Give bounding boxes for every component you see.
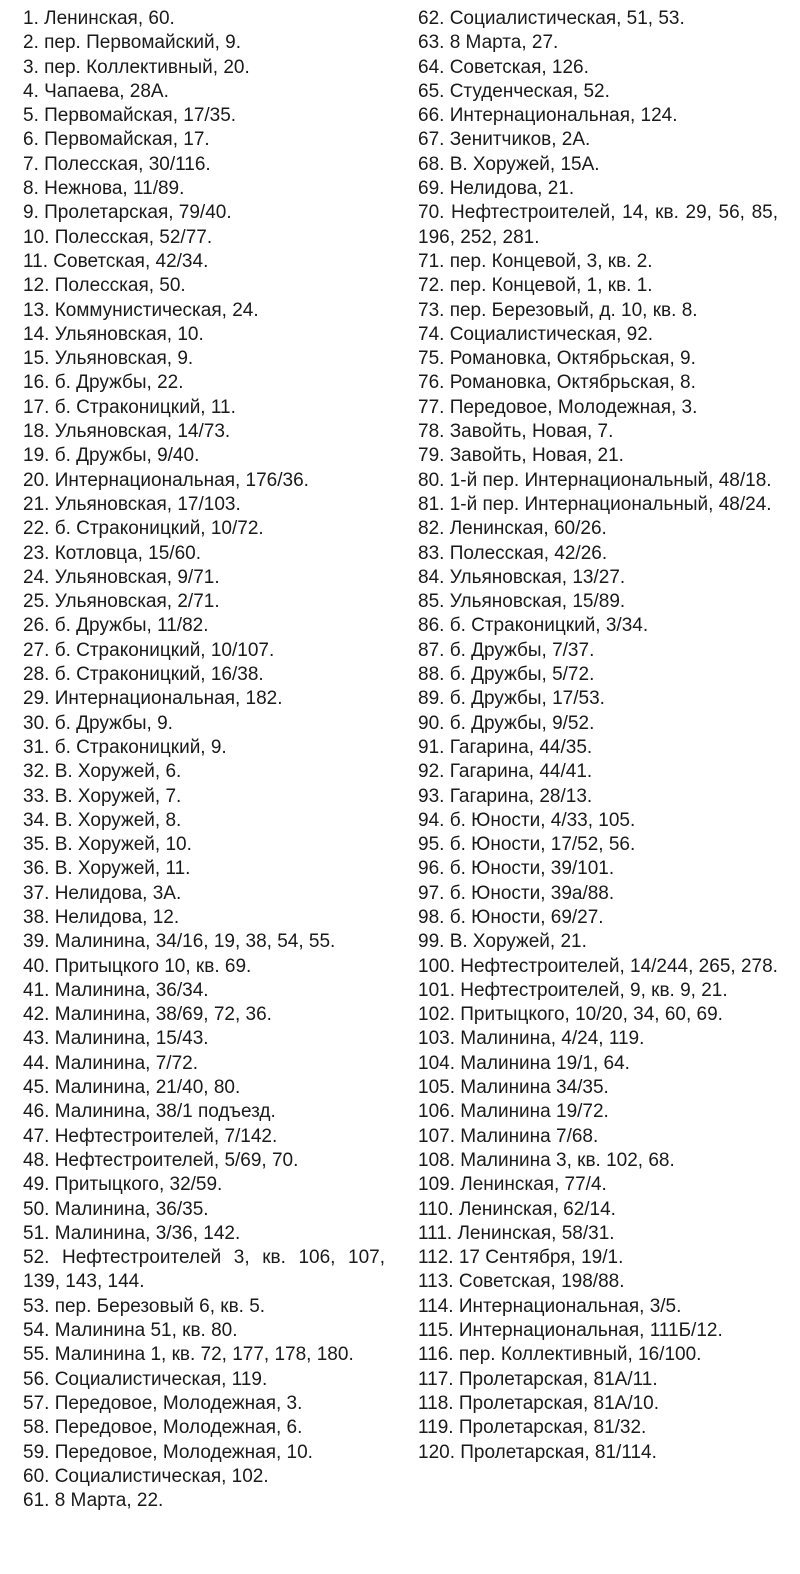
address-entry: 79. Завойть, Новая, 21.: [418, 445, 624, 467]
address-entry: 87. б. Дружбы, 7/37.: [418, 639, 595, 661]
address-entry: 28. б. Страконицкий, 16/38.: [23, 664, 264, 686]
address-entry: 33. В. Хоружей, 7.: [23, 785, 182, 807]
address-entry: 14. Ульяновская, 10.: [23, 323, 204, 345]
address-entry: 23. Котловца, 15/60.: [23, 542, 201, 564]
address-entry: 21. Ульяновская, 17/103.: [23, 493, 241, 515]
address-entry: 45. Малинина, 21/40, 80.: [23, 1077, 241, 1099]
address-entry: 4. Чапаева, 28А.: [23, 80, 169, 102]
address-entry: 44. Малинина, 7/72.: [23, 1052, 198, 1074]
address-entry: 43. Малинина, 15/43.: [23, 1028, 209, 1050]
address-entry: 55. Малинина 1, кв. 72, 177, 178, 180.: [23, 1344, 354, 1366]
address-entry: 89. б. Дружбы, 17/53.: [418, 688, 605, 710]
address-entry: 32. В. Хоружей, 6.: [23, 761, 182, 783]
address-entry: 34. В. Хоружей, 8.: [23, 809, 182, 831]
address-entry: 8. Нежнова, 11/89.: [23, 178, 185, 200]
address-entry: 111. Ленинская, 58/31.: [418, 1222, 615, 1244]
address-entry: 13. Коммунистическая, 24.: [23, 299, 259, 321]
address-entry: 60. Социалистическая, 102.: [23, 1465, 269, 1487]
address-entry: 83. Полесская, 42/26.: [418, 542, 608, 564]
address-entry: 113. Советская, 198/88.: [418, 1271, 625, 1293]
address-entry: 97. б. Юности, 39а/88.: [418, 882, 615, 904]
address-entry: 103. Малинина, 4/24, 119.: [418, 1028, 645, 1050]
address-list-left-column: [23, 7, 385, 1513]
address-entry: 2. пер. Первомайский, 9.: [23, 32, 242, 54]
address-entry: 116. пер. Коллективный, 16/100.: [418, 1344, 702, 1366]
address-entry: 110. Ленинская, 62/14.: [418, 1198, 616, 1220]
address-entry: 82. Ленинская, 60/26.: [418, 518, 607, 540]
address-entry: 119. Пролетарская, 81/32.: [418, 1417, 647, 1439]
address-entry: 57. Передовое, Молодежная, 3.: [23, 1392, 303, 1414]
address-entry: 56. Социалистическая, 119.: [23, 1368, 268, 1390]
address-entry: 117. Пролетарская, 81А/11.: [418, 1368, 658, 1390]
address-entry: 11. Советская, 42/34.: [23, 250, 209, 272]
address-entry: 95. б. Юности, 17/52, 56.: [418, 834, 636, 856]
address-entry: 50. Малинина, 36/35.: [23, 1198, 209, 1220]
address-entry: 72. пер. Концевой, 1, кв. 1.: [418, 275, 653, 297]
address-entry: 49. Притыцкого, 32/59.: [23, 1174, 223, 1196]
address-entry: 104. Малинина 19/1, 64.: [418, 1052, 630, 1074]
address-entry: 105. Малинина 34/35.: [418, 1077, 609, 1099]
address-entry: 9. Пролетарская, 79/40.: [23, 202, 232, 224]
address-entry: 35. В. Хоружей, 10.: [23, 834, 192, 856]
address-entry: 1. Ленинская, 60.: [23, 8, 175, 29]
address-entry: 92. Гагарина, 44/41.: [418, 761, 593, 783]
address-entry: 17. б. Страконицкий, 11.: [23, 396, 236, 418]
address-entry: 16. б. Дружбы, 22.: [23, 372, 184, 394]
address-entry: 19. б. Дружбы, 9/40.: [23, 445, 200, 467]
address-entry: 84. Ульяновская, 13/27.: [418, 566, 626, 588]
address-entry: 94. б. Юности, 4/33, 105.: [418, 809, 636, 831]
address-entry: 42. Малинина, 38/69, 72, 36.: [23, 1004, 272, 1026]
address-entry: 91. Гагарина, 44/35.: [418, 736, 593, 758]
address-entry: 90. б. Дружбы, 9/52.: [418, 712, 595, 734]
address-entry: 6. Первомайская, 17.: [23, 129, 210, 151]
address-entry: 12. Полесская, 50.: [23, 275, 186, 297]
address-entry: 76. Романовка, Октябрьская, 8.: [418, 372, 696, 394]
address-entry: 81. 1-й пер. Интернациональный, 48/24.: [418, 493, 772, 515]
address-entry: 36. В. Хоружей, 11.: [23, 858, 191, 880]
address-entry: 78. Завойть, Новая, 7.: [418, 421, 614, 443]
address-list-right-column: [418, 7, 778, 1465]
address-entry: 20. Интернациональная, 176/36.: [23, 469, 309, 491]
address-entry: 86. б. Страконицкий, 3/34.: [418, 615, 649, 637]
address-entry: 31. б. Страконицкий, 9.: [23, 736, 227, 758]
address-entry: 66. Интернациональная, 124.: [418, 105, 678, 127]
address-entry: 63. 8 Марта, 27.: [418, 32, 559, 54]
address-entry: 26. б. Дружбы, 11/82.: [23, 615, 209, 637]
address-entry: 37. Нелидова, 3А.: [23, 882, 182, 904]
address-entry: 59. Передовое, Молодежная, 10.: [23, 1441, 313, 1463]
address-entry: 29. Интернациональная, 182.: [23, 688, 283, 710]
address-entry: 10. Полесская, 52/77.: [23, 226, 213, 248]
address-entry: 102. Притыцкого, 10/20, 34, 60, 69.: [418, 1004, 723, 1026]
address-entry: 69. Нелидова, 21.: [418, 178, 575, 200]
address-entry: 112. 17 Сентября, 19/1.: [418, 1247, 624, 1269]
address-entry: 61. 8 Марта, 22.: [23, 1490, 164, 1512]
address-entry: 100. Нефтестроителей, 14/244, 265, 278.: [418, 955, 778, 977]
address-entry: 40. Притыцкого 10, кв. 69.: [23, 955, 252, 977]
address-entry: 74. Социалистическая, 92.: [418, 323, 654, 345]
address-entry: 62. Социалистическая, 51, 53.: [418, 8, 685, 29]
address-entry: 58. Передовое, Молодежная, 6.: [23, 1417, 303, 1439]
address-entry: 99. В. Хоружей, 21.: [418, 931, 587, 953]
address-entry: 65. Студенческая, 52.: [418, 80, 610, 102]
address-entry: 30. б. Дружбы, 9.: [23, 712, 173, 734]
address-entry: 67. Зенитчиков, 2А.: [418, 129, 591, 151]
address-entry: 41. Малинина, 36/34.: [23, 979, 209, 1001]
address-entry: 108. Малинина 3, кв. 102, 68.: [418, 1149, 675, 1171]
address-entry: 27. б. Страконицкий, 10/107.: [23, 639, 275, 661]
address-entry: 88. б. Дружбы, 5/72.: [418, 664, 595, 686]
address-entry: 53. пер. Березовый 6, кв. 5.: [23, 1295, 266, 1317]
address-entry: 51. Малинина, 3/36, 142.: [23, 1222, 241, 1244]
address-entry: 114. Интернациональная, 3/5.: [418, 1295, 682, 1317]
address-entry: 80. 1-й пер. Интернациональный, 48/18.: [418, 469, 772, 491]
address-entry: 85. Ульяновская, 15/89.: [418, 591, 626, 613]
address-entry: 46. Малинина, 38/1 подъезд.: [23, 1101, 276, 1123]
address-entry: 75. Романовка, Октябрьская, 9.: [418, 348, 696, 370]
address-entry: 71. пер. Концевой, 3, кв. 2.: [418, 250, 653, 272]
address-entry: 25. Ульяновская, 2/71.: [23, 591, 220, 613]
address-entry: 96. б. Юности, 39/101.: [418, 858, 615, 880]
address-entry: 3. пер. Коллективный, 20.: [23, 56, 250, 78]
address-entry: 7. Полесская, 30/116.: [23, 153, 211, 175]
address-entry: 118. Пролетарская, 81А/10.: [418, 1392, 660, 1414]
address-entry: 101. Нефтестроителей, 9, кв. 9, 21.: [418, 979, 728, 1001]
address-entry: 73. пер. Березовый, д. 10, кв. 8.: [418, 299, 698, 321]
address-entry: 15. Ульяновская, 9.: [23, 348, 194, 370]
address-entry: 52. Нефтестроителей 3, кв. 106, 107, 139, 143, 144.: [23, 1247, 385, 1293]
address-entry: 38. Нелидова, 12.: [23, 906, 180, 928]
address-entry: 18. Ульяновская, 14/73.: [23, 421, 231, 443]
address-entry: 64. Советская, 126.: [418, 56, 589, 78]
address-entry: 24. Ульяновская, 9/71.: [23, 566, 220, 588]
address-entry: 120. Пролетарская, 81/114.: [418, 1441, 657, 1463]
address-entry: 115. Интернациональная, 111Б/12.: [418, 1320, 723, 1342]
address-entry: 109. Ленинская, 77/4.: [418, 1174, 607, 1196]
address-entry: 98. б. Юности, 69/27.: [418, 906, 604, 928]
address-entry: 47. Нефтестроителей, 7/142.: [23, 1125, 278, 1147]
address-entry: 48. Нефтестроителей, 5/69, 70.: [23, 1149, 299, 1171]
address-entry: 93. Гагарина, 28/13.: [418, 785, 593, 807]
address-entry: 22. б. Страконицкий, 10/72.: [23, 518, 264, 540]
address-entry: 77. Передовое, Молодежная, 3.: [418, 396, 698, 418]
address-entry: 5. Первомайская, 17/35.: [23, 105, 237, 127]
address-entry: 39. Малинина, 34/16, 19, 38, 54, 55.: [23, 931, 336, 953]
address-entry: 107. Малинина 7/68.: [418, 1125, 599, 1147]
address-entry: 70. Нефтестроителей, 14, кв. 29, 56, 85, 196, 252, 281.: [418, 202, 778, 248]
address-entry: 54. Малинина 51, кв. 80.: [23, 1320, 238, 1342]
address-entry: 106. Малинина 19/72.: [418, 1101, 609, 1123]
address-entry: 68. В. Хоружей, 15А.: [418, 153, 600, 175]
